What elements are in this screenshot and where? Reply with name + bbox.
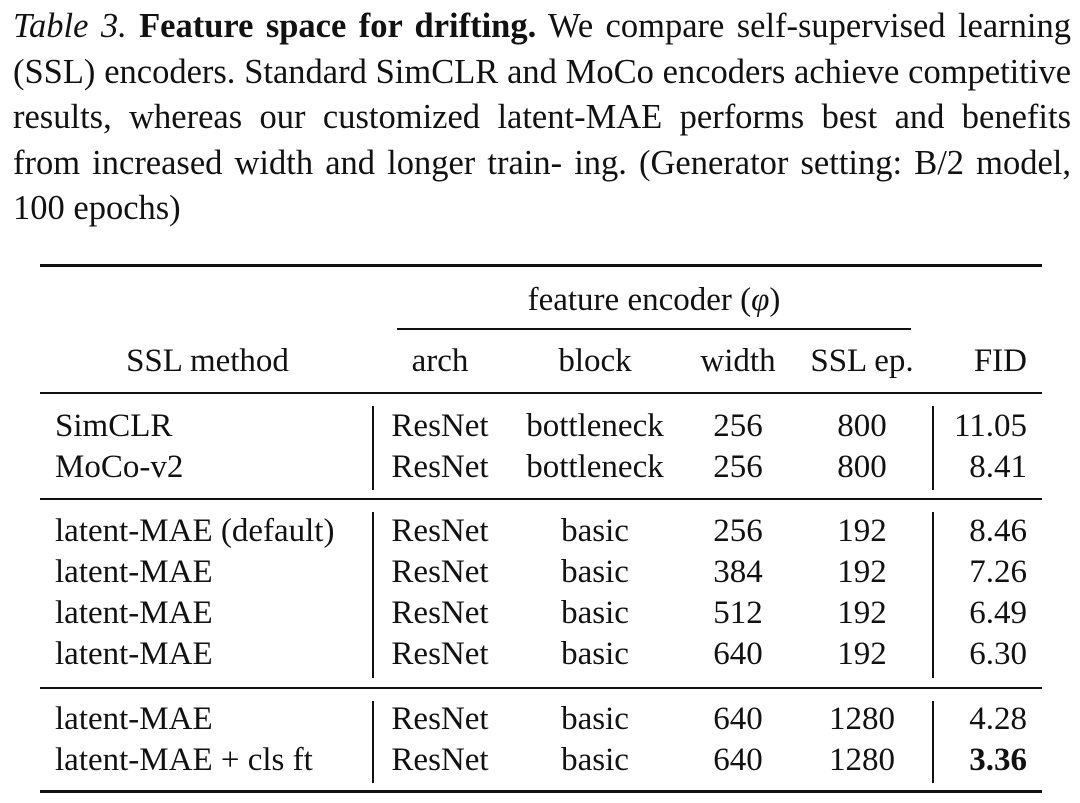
cell-method: latent-MAE + cls ft bbox=[55, 742, 313, 778]
cell-width: 512 bbox=[713, 595, 763, 631]
caption-label: Table 3. bbox=[13, 7, 127, 45]
cell-fid: 6.30 bbox=[969, 636, 1027, 672]
cell-ssl-ep: 800 bbox=[837, 408, 887, 444]
vline-fid-g2 bbox=[932, 512, 934, 678]
cell-arch: ResNet bbox=[391, 554, 489, 590]
cell-ssl-ep: 192 bbox=[837, 636, 887, 672]
cell-fid: 7.26 bbox=[969, 554, 1027, 590]
cell-ssl-ep: 1280 bbox=[829, 701, 895, 737]
caption-line-1: We compare self-supervised bbox=[548, 7, 946, 45]
group-rule-2 bbox=[40, 687, 1042, 689]
cell-fid: 11.05 bbox=[953, 408, 1027, 444]
group-rule-1 bbox=[40, 498, 1042, 500]
cell-block: basic bbox=[561, 554, 629, 590]
caption-line-5: ing. (Generator setting: B/2 model, 100 epochs) bbox=[13, 143, 1071, 227]
cell-fid: 4.28 bbox=[969, 701, 1027, 737]
group-header-feature-encoder: feature encoder (φ) bbox=[527, 282, 781, 318]
phi-symbol: φ bbox=[751, 282, 770, 318]
vline-method-g1 bbox=[372, 406, 374, 490]
col-header-ssl-method: SSL method bbox=[126, 343, 289, 379]
cell-arch: ResNet bbox=[391, 408, 489, 444]
header-rule bbox=[40, 392, 1042, 394]
col-header-width: width bbox=[700, 343, 776, 379]
cell-fid-best: 3.36 bbox=[969, 742, 1027, 778]
cell-fid: 8.46 bbox=[969, 513, 1027, 549]
cell-width: 384 bbox=[713, 554, 763, 590]
cell-block: bottleneck bbox=[526, 449, 664, 485]
table-caption bbox=[13, 4, 1071, 232]
vline-fid-g1 bbox=[932, 406, 934, 490]
col-header-arch: arch bbox=[411, 343, 469, 379]
caption-line-4: performs best and benefits from increased width and longer train- bbox=[13, 98, 1071, 182]
cell-width: 256 bbox=[713, 513, 763, 549]
cell-arch: ResNet bbox=[391, 636, 489, 672]
cell-arch: ResNet bbox=[391, 595, 489, 631]
cell-width: 256 bbox=[713, 408, 763, 444]
cell-ssl-ep: 192 bbox=[837, 595, 887, 631]
col-header-ssl-ep: SSL ep. bbox=[810, 343, 914, 379]
cell-method: latent-MAE bbox=[55, 554, 213, 590]
group-header-rule bbox=[397, 328, 911, 330]
caption-line-3: achieve competitive results, whereas our customized latent-MAE bbox=[13, 52, 1072, 136]
cell-block: basic bbox=[561, 636, 629, 672]
cell-fid: 6.49 bbox=[969, 595, 1027, 631]
cell-method: latent-MAE bbox=[55, 636, 213, 672]
vline-method-g3 bbox=[372, 701, 374, 783]
cell-fid: 8.41 bbox=[969, 449, 1027, 485]
cell-method: MoCo-v2 bbox=[55, 449, 184, 485]
cell-width: 640 bbox=[713, 701, 763, 737]
cell-ssl-ep: 1280 bbox=[829, 742, 895, 778]
vline-method-g2 bbox=[372, 512, 374, 678]
caption-title: Feature space for drifting. bbox=[139, 7, 537, 45]
cell-block: bottleneck bbox=[526, 408, 664, 444]
cell-arch: ResNet bbox=[391, 701, 489, 737]
cell-ssl-ep: 800 bbox=[837, 449, 887, 485]
table-top-rule bbox=[40, 264, 1042, 267]
cell-arch: ResNet bbox=[391, 742, 489, 778]
cell-method: latent-MAE bbox=[55, 701, 213, 737]
caption-line-2: learning (SSL) encoders. Standard SimCLR and MoCo encoders bbox=[13, 7, 1072, 91]
vline-fid-g3 bbox=[932, 701, 934, 783]
cell-block: basic bbox=[561, 742, 629, 778]
cell-arch: ResNet bbox=[391, 513, 489, 549]
col-header-fid: FID bbox=[973, 343, 1027, 379]
cell-width: 256 bbox=[713, 449, 763, 485]
cell-ssl-ep: 192 bbox=[837, 554, 887, 590]
cell-arch: ResNet bbox=[391, 449, 489, 485]
cell-block: basic bbox=[561, 595, 629, 631]
cell-ssl-ep: 192 bbox=[837, 513, 887, 549]
cell-block: basic bbox=[561, 701, 629, 737]
cell-method: latent-MAE (default) bbox=[55, 513, 335, 549]
table-bottom-rule bbox=[40, 790, 1042, 793]
cell-width: 640 bbox=[713, 742, 763, 778]
cell-block: basic bbox=[561, 513, 629, 549]
col-header-block: block bbox=[558, 343, 632, 379]
cell-method: latent-MAE bbox=[55, 595, 213, 631]
cell-method: SimCLR bbox=[55, 408, 173, 444]
cell-width: 640 bbox=[713, 636, 763, 672]
